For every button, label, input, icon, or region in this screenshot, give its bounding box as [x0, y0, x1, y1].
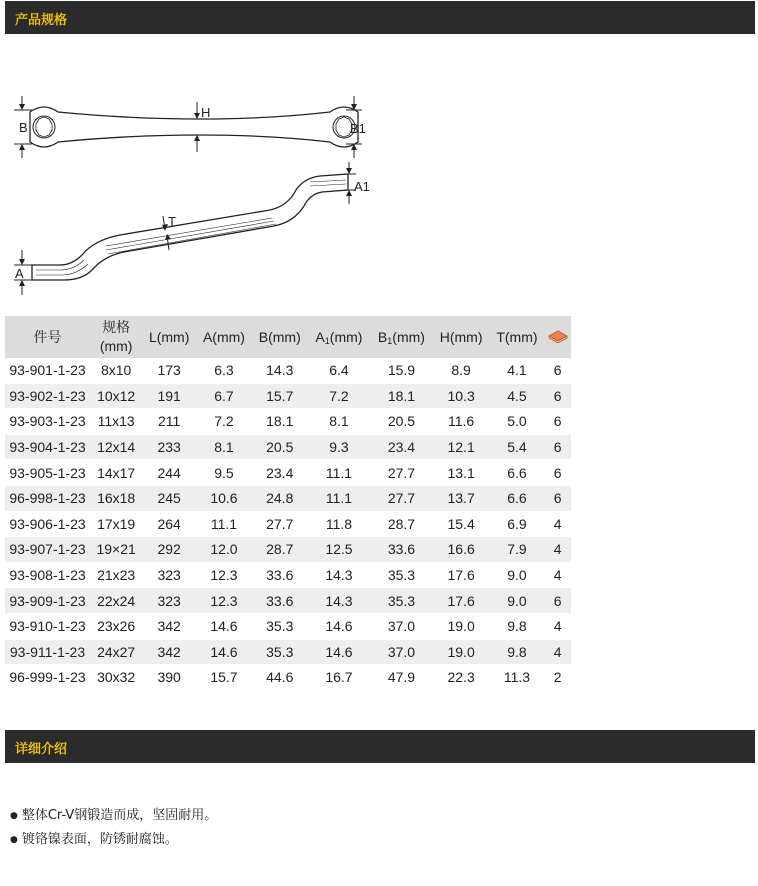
cell-size: 8x10	[90, 358, 142, 383]
cell-part-no: 96-999-1-23	[5, 665, 90, 691]
cell-A1: 14.3	[308, 562, 371, 588]
table-row	[5, 409, 571, 435]
header-B1-sub: 1	[387, 335, 393, 346]
cell-H: 19.0	[433, 613, 490, 639]
cell-T: 6.6	[490, 460, 545, 486]
cell-part-no: 93-906-1-23	[5, 511, 90, 537]
table-row	[5, 511, 571, 537]
cell-B1: 15.9	[370, 358, 433, 383]
box-icon	[548, 329, 568, 343]
cell-T: 9.8	[490, 639, 545, 665]
cell-A: 10.6	[196, 485, 252, 511]
cell-pack-qty: 6	[544, 434, 571, 460]
cell-B: 33.6	[252, 588, 308, 614]
cell-A: 14.6	[196, 639, 252, 665]
cell-T: 9.0	[490, 588, 545, 614]
cell-T: 9.0	[490, 562, 545, 588]
cell-B: 35.3	[252, 639, 308, 665]
cell-part-no: 93-908-1-23	[5, 562, 90, 588]
feature-item: ● 镀铬镍表面，防锈耐腐蚀。	[10, 828, 217, 852]
spec-section-header	[5, 1, 755, 34]
header-pack-qty	[544, 316, 571, 358]
cell-T: 4.1	[490, 358, 545, 383]
cell-L: 323	[142, 588, 196, 614]
cell-H: 22.3	[433, 665, 490, 691]
cell-B: 23.4	[252, 460, 308, 486]
header-A1-main: A	[315, 328, 325, 345]
cell-B1: 35.3	[370, 562, 433, 588]
cell-A: 6.3	[196, 358, 252, 383]
cell-pack-qty: 4	[544, 613, 571, 639]
cell-size: 19×21	[90, 537, 142, 563]
cell-L: 342	[142, 639, 196, 665]
table-row	[5, 358, 571, 383]
cell-part-no: 93-909-1-23	[5, 588, 90, 614]
cell-A: 8.1	[196, 434, 252, 460]
cell-H: 11.6	[433, 409, 490, 435]
cell-A1: 11.1	[308, 485, 371, 511]
cell-A1: 8.1	[308, 409, 371, 435]
cell-B1: 27.7	[370, 485, 433, 511]
cell-L: 191	[142, 383, 196, 409]
cell-part-no: 93-911-1-23	[5, 639, 90, 665]
header-B: B(mm)	[252, 316, 308, 358]
cell-pack-qty: 6	[544, 409, 571, 435]
cell-A: 12.3	[196, 588, 252, 614]
header-A1	[308, 316, 371, 358]
cell-B: 35.3	[252, 613, 308, 639]
cell-B: 15.7	[252, 383, 308, 409]
table-body	[5, 358, 571, 690]
table-row	[5, 485, 571, 511]
cell-H: 13.1	[433, 460, 490, 486]
cell-L: 173	[142, 358, 196, 383]
cell-H: 17.6	[433, 562, 490, 588]
cell-A1: 14.3	[308, 588, 371, 614]
cell-B: 27.7	[252, 511, 308, 537]
detail-section-header	[5, 730, 755, 763]
spec-section-title: 产品规格	[15, 13, 68, 28]
label-H: H	[201, 105, 211, 120]
cell-B: 24.8	[252, 485, 308, 511]
cell-B: 14.3	[252, 358, 308, 383]
cell-pack-qty: 2	[544, 665, 571, 691]
cell-A: 11.1	[196, 511, 252, 537]
cell-part-no: 93-902-1-23	[5, 383, 90, 409]
cell-size: 22x24	[90, 588, 142, 614]
cell-B1: 27.7	[370, 460, 433, 486]
cell-pack-qty: 6	[544, 588, 571, 614]
cell-A1: 6.4	[308, 358, 371, 383]
cell-H: 15.4	[433, 511, 490, 537]
cell-T: 9.8	[490, 613, 545, 639]
header-B1	[370, 316, 433, 358]
cell-B: 18.1	[252, 409, 308, 435]
cell-A1: 7.2	[308, 383, 371, 409]
cell-L: 390	[142, 665, 196, 691]
cell-size: 14x17	[90, 460, 142, 486]
table-row	[5, 613, 571, 639]
header-B1-main: B	[377, 328, 388, 345]
header-size	[90, 316, 142, 358]
cell-L: 264	[142, 511, 196, 537]
cell-A: 12.3	[196, 562, 252, 588]
cell-L: 342	[142, 613, 196, 639]
cell-B1: 37.0	[370, 613, 433, 639]
cell-size: 11x13	[90, 409, 142, 435]
cell-part-no: 93-901-1-23	[5, 358, 90, 383]
cell-A1: 9.3	[308, 434, 371, 460]
cell-B: 33.6	[252, 562, 308, 588]
cell-L: 245	[142, 485, 196, 511]
cell-B1: 35.3	[370, 588, 433, 614]
cell-part-no: 93-903-1-23	[5, 409, 90, 435]
header-A: A(mm)	[196, 316, 252, 358]
label-A: A	[15, 266, 24, 281]
label-A1: A1	[354, 179, 370, 194]
cell-H: 10.3	[433, 383, 490, 409]
table-row	[5, 562, 571, 588]
table-row	[5, 588, 571, 614]
cell-B1: 20.5	[370, 409, 433, 435]
cell-pack-qty: 4	[544, 639, 571, 665]
cell-T: 6.6	[490, 485, 545, 511]
cell-B1: 28.7	[370, 511, 433, 537]
cell-pack-qty: 6	[544, 460, 571, 486]
cell-A1: 16.7	[308, 665, 371, 691]
cell-part-no: 93-904-1-23	[5, 434, 90, 460]
cell-pack-qty: 4	[544, 511, 571, 537]
cell-B: 28.7	[252, 537, 308, 563]
table-row	[5, 383, 571, 409]
cell-H: 17.6	[433, 588, 490, 614]
cell-B1: 47.9	[370, 665, 433, 691]
cell-size: 21x23	[90, 562, 142, 588]
cell-part-no: 96-998-1-23	[5, 485, 90, 511]
cell-A: 15.7	[196, 665, 252, 691]
header-L: L(mm)	[142, 316, 196, 358]
cell-pack-qty: 6	[544, 383, 571, 409]
cell-H: 19.0	[433, 639, 490, 665]
cell-L: 233	[142, 434, 196, 460]
cell-A: 12.0	[196, 537, 252, 563]
cell-part-no: 93-907-1-23	[5, 537, 90, 563]
cell-H: 16.6	[433, 537, 490, 563]
cell-H: 13.7	[433, 485, 490, 511]
cell-part-no: 93-905-1-23	[5, 460, 90, 486]
cell-pack-qty: 6	[544, 358, 571, 383]
spec-table	[5, 316, 571, 691]
cell-pack-qty: 4	[544, 537, 571, 563]
cell-B: 20.5	[252, 434, 308, 460]
table-row	[5, 434, 571, 460]
header-size-unit: (mm)	[99, 338, 133, 354]
cell-B1: 37.0	[370, 639, 433, 665]
cell-size: 30x32	[90, 665, 142, 691]
detail-section-title: 详细介绍	[15, 742, 68, 757]
cell-A: 7.2	[196, 409, 252, 435]
header-part-no: 件号	[5, 316, 90, 358]
cell-T: 6.9	[490, 511, 545, 537]
cell-A1: 14.6	[308, 613, 371, 639]
wrench-dimension-diagram	[10, 90, 370, 305]
table-row	[5, 537, 571, 563]
cell-B1: 23.4	[370, 434, 433, 460]
cell-L: 323	[142, 562, 196, 588]
cell-A: 6.7	[196, 383, 252, 409]
cell-A1: 11.8	[308, 511, 371, 537]
header-A1-sub: 1	[324, 335, 330, 346]
cell-L: 211	[142, 409, 196, 435]
header-H: H(mm)	[433, 316, 490, 358]
cell-B: 44.6	[252, 665, 308, 691]
cell-size: 10x12	[90, 383, 142, 409]
table-header-row	[5, 316, 571, 358]
cell-A1: 12.5	[308, 537, 371, 563]
feature-list	[10, 804, 217, 852]
cell-part-no: 93-910-1-23	[5, 613, 90, 639]
cell-pack-qty: 4	[544, 562, 571, 588]
header-T: T(mm)	[490, 316, 545, 358]
cell-A1: 14.6	[308, 639, 371, 665]
header-size-label: 规格	[102, 319, 131, 335]
cell-A1: 11.1	[308, 460, 371, 486]
cell-T: 5.4	[490, 434, 545, 460]
header-B1-unit: (mm)	[392, 328, 425, 345]
label-B: B	[19, 120, 28, 135]
header-A1-unit: (mm)	[329, 328, 363, 345]
cell-size: 24x27	[90, 639, 142, 665]
cell-T: 4.5	[490, 383, 545, 409]
table-row	[5, 639, 571, 665]
label-B1: B1	[350, 121, 366, 136]
cell-L: 244	[142, 460, 196, 486]
cell-H: 12.1	[433, 434, 490, 460]
cell-T: 7.9	[490, 537, 545, 563]
table-row	[5, 665, 571, 691]
feature-item: ● 整体Cr-V钢锻造而成，坚固耐用。	[10, 804, 217, 828]
cell-L: 292	[142, 537, 196, 563]
cell-B1: 33.6	[370, 537, 433, 563]
cell-A: 14.6	[196, 613, 252, 639]
cell-A: 9.5	[196, 460, 252, 486]
cell-B1: 18.1	[370, 383, 433, 409]
cell-T: 5.0	[490, 409, 545, 435]
cell-size: 17x19	[90, 511, 142, 537]
table-row	[5, 460, 571, 486]
cell-H: 8.9	[433, 358, 490, 383]
cell-size: 16x18	[90, 485, 142, 511]
cell-size: 12x14	[90, 434, 142, 460]
cell-T: 11.3	[490, 665, 545, 691]
label-T: T	[168, 214, 176, 229]
cell-pack-qty: 6	[544, 485, 571, 511]
cell-size: 23x26	[90, 613, 142, 639]
